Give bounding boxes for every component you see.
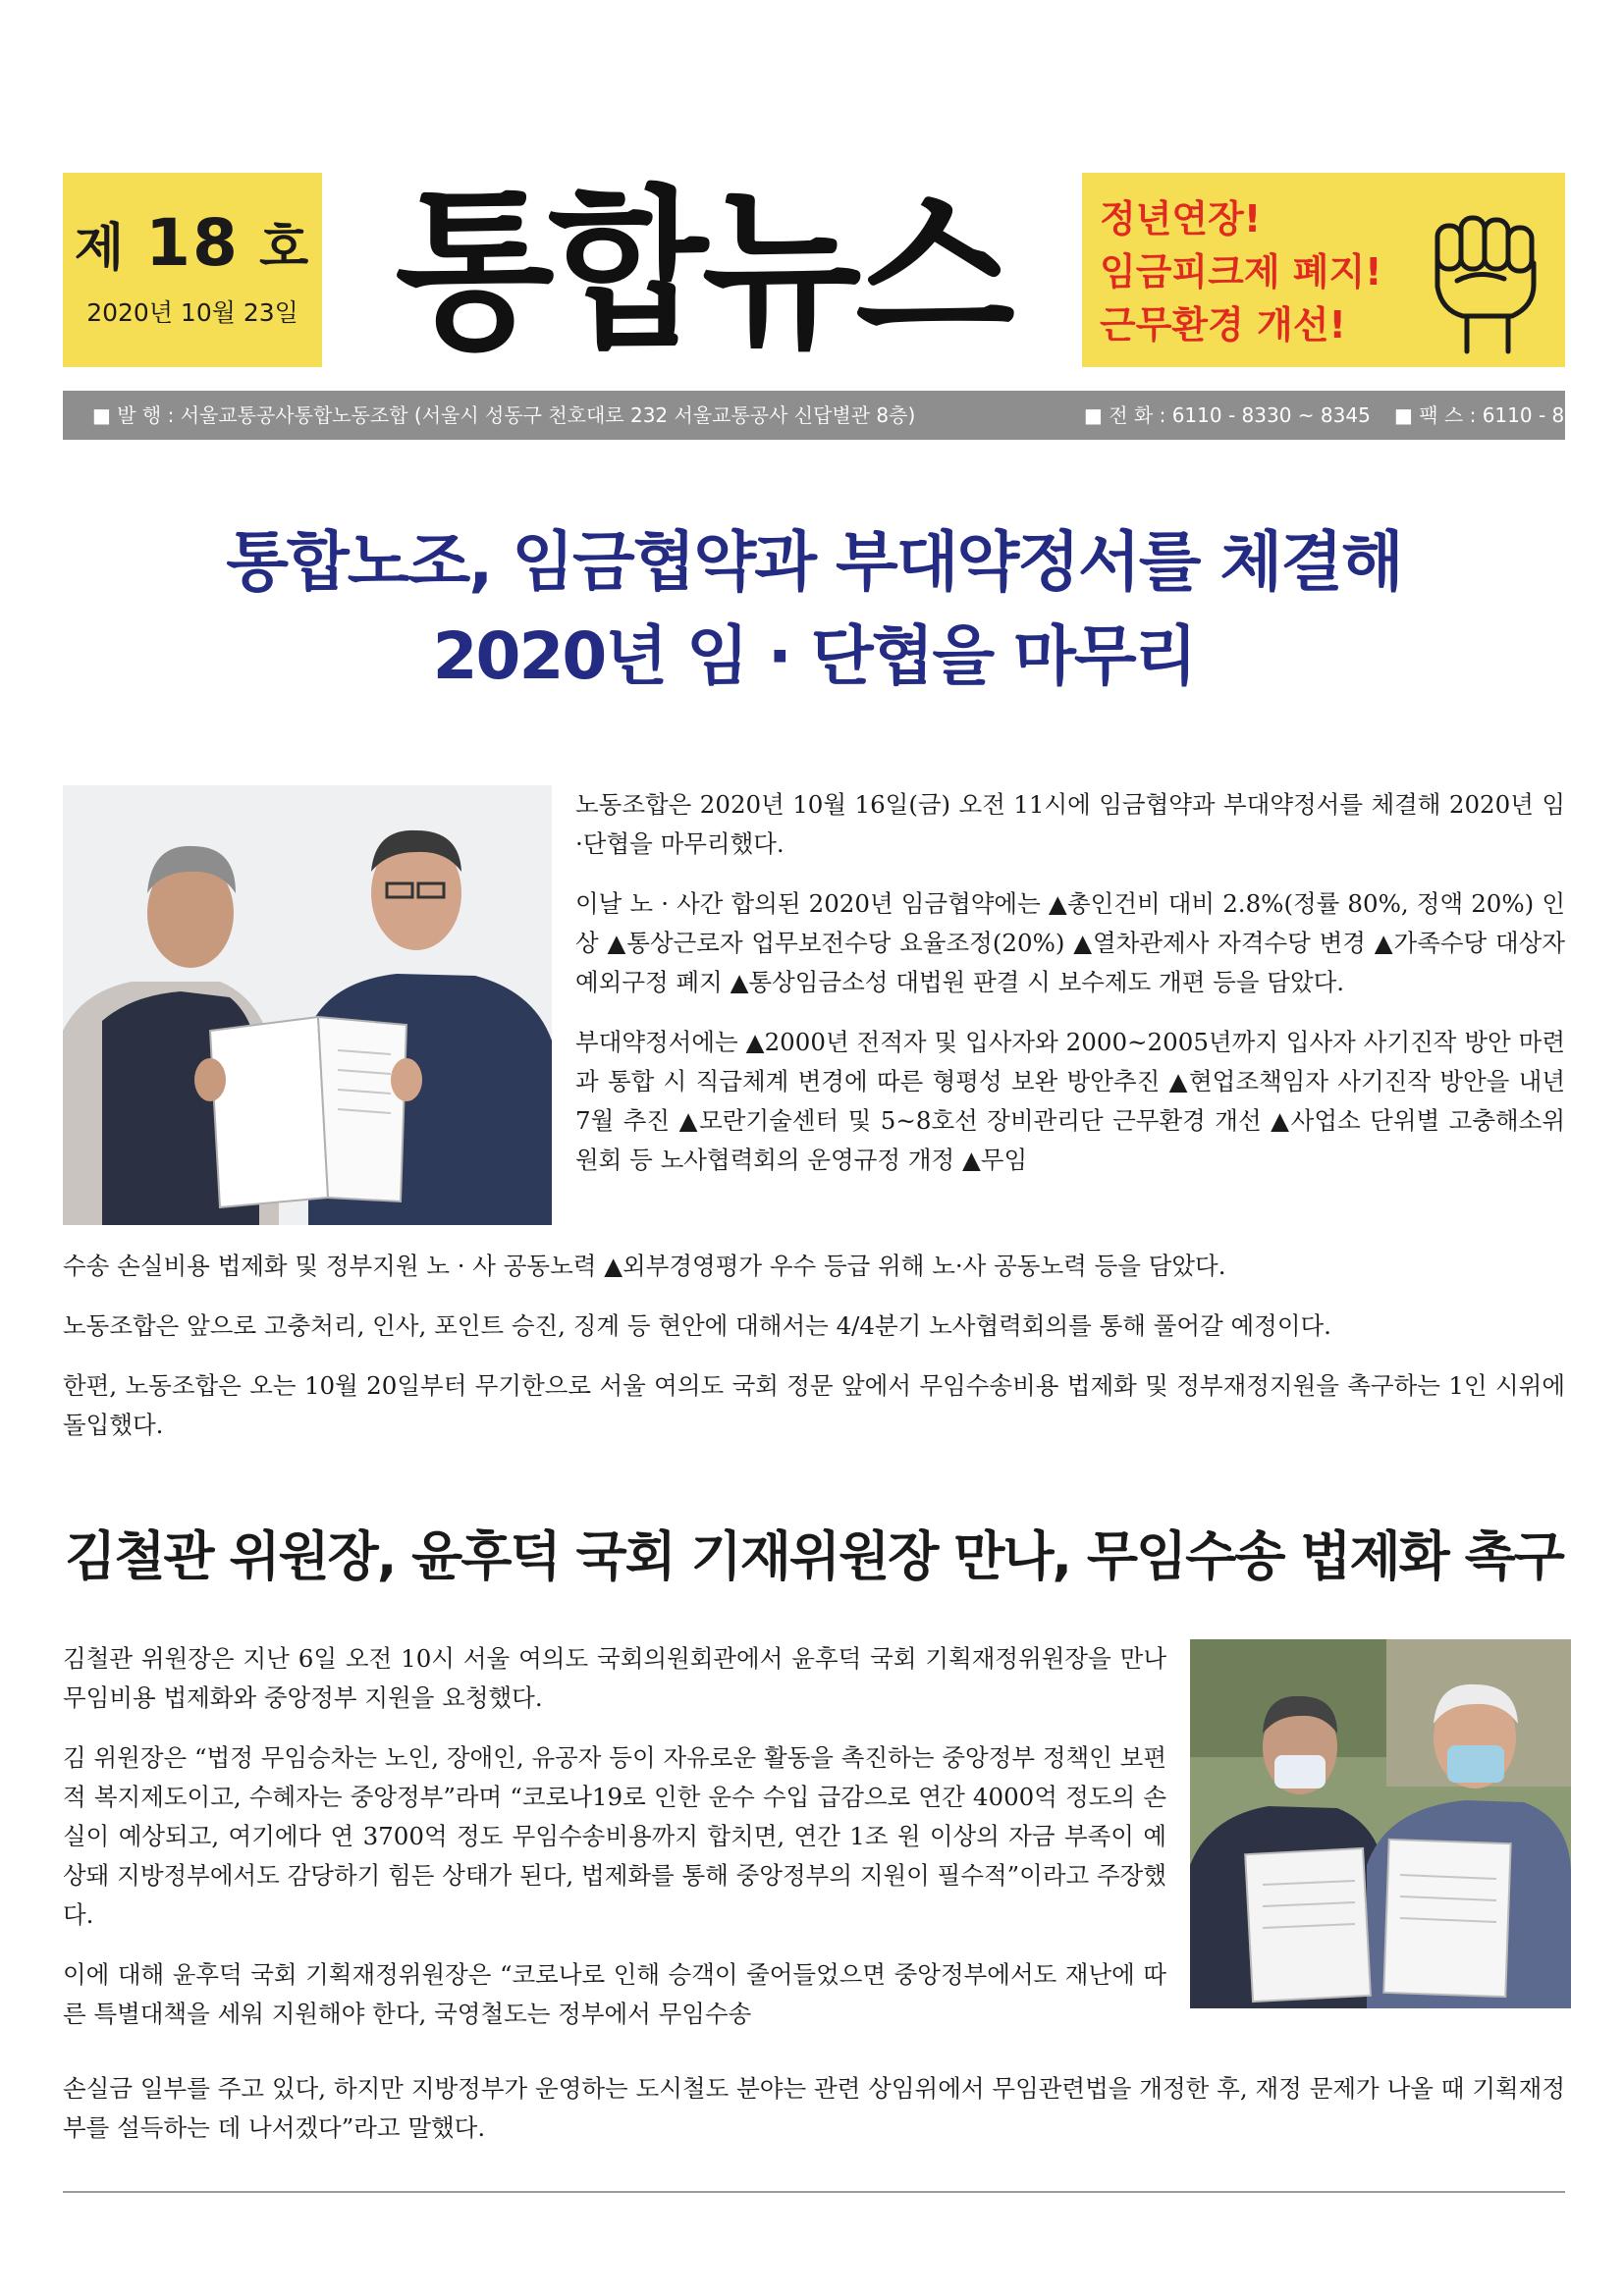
paragraph: 이날 노 · 사간 합의된 2020년 임금협약에는 ▲총인건비 대비 2.8%(정률 80%, 정액 20%) 인상 ▲통상근로자 업무보전수당 요율조정(20%) ▲열차관제사 자격수당 변경 ▲가족수당 대상자 예외구정 폐지 ▲통상임금소성 대법원 판결 시 보수제도 개편 등을 담았다. [575,889,1565,996]
publisher-info: ■ 발 행 : 서울교통공사통합노동조합 (서울시 성동구 천호대로 232 서울교통공사 신답별관 8층) [92,403,916,427]
signing-ceremony-photo [63,785,552,1225]
article2-full-text [63,2069,1565,2168]
paragraph: 노동조합은 2020년 10월 16일(금) 오전 11시에 임금협약과 부대약정서를 체결해 2020년 임·단협을 마무리했다. [575,790,1565,858]
paragraph: 김철관 위원장은 지난 6일 오전 10시 서울 여의도 국회의원회관에서 윤후덕 국회 기획재정위원장을 만나 무임비용 법제화와 중앙정부 지원을 요청했다. [63,1644,1166,1712]
paragraph: 노동조합은 앞으로 고충처리, 인사, 포인트 승진, 징계 등 현안에 대해서는 4/4분기 노사협력회의를 통해 풀어갈 예정이다. [63,1311,1331,1340]
slogan-box [1082,173,1565,367]
slogan-line: 근무환경 개선! [1100,303,1346,347]
meeting-photo [1190,1639,1571,2008]
paragraph: 수송 손실비용 법제화 및 정부지원 노 · 사 공동노력 ▲외부경영평가 우수 등급 위해 노·사 공동노력 등을 담았다. [63,1252,1226,1280]
article1-column-text [575,785,1565,1180]
issue-date: 2020년 10월 23일 [86,298,298,327]
slogan-list [1100,192,1382,351]
slogan-line: 정년연장! [1100,197,1262,240]
slogan-line: 임금피크제 폐지! [1100,250,1382,294]
paragraph: 이에 대해 윤후덕 국회 기획재정위원장은 “코로나로 인해 승객이 줄어들었으면 중앙정부에서도 재난에 따른 특별대책을 세워 지원해야 한다, 국영철도는 정부에서 무임수송 [63,1960,1166,2028]
article2-headline: 김철관 위원장, 윤후덕 국회 기재위원장 만나, 무임수송 법제화 촉구 [65,1525,1563,1587]
article2-column-text [63,1639,1166,2034]
raised-fist-icon [1424,208,1549,355]
fax-info: ■ 팩 스 : 6110 - 8339 [1394,403,1602,427]
article1-headline: 통합노조, 임금협약과 부대약정서를 체결해 2020년 임 · 단협을 마무리 [226,524,1402,694]
paragraph: 김 위원장은 “법정 무임승차는 노인, 장애인, 유공자 등이 자유로운 활동을 촉진하는 중앙정부 정책인 보편적 복지제도이고, 수혜자는 중앙정부”라며 “코로나19로 인한 운수 수입 급감으로 연간 4000억 정도의 손실이 예상되고, 여기에다 연 3700억 정도 무임수송비용까지 합치면, 연간 1조 원 이상의 자금 부족이 예상돼 지방정부에서도 감당하기 힘든 상태가 된다, 법제화를 통해 중앙정부의 지원이 필수적”이라고 주장했다. [63,1743,1166,1929]
issue-number-box [63,173,322,367]
publisher-info-bar [63,391,1602,440]
footer-divider [63,2191,1565,2193]
paragraph: 손실금 일부를 주고 있다, 하지만 지방정부가 운영하는 도시철도 분야는 관련 상임위에서 무임관련법을 개정한 후, 재정 문제가 나올 때 기획재정부를 설득하는 데 나서겠다”라고 말했다. [63,2074,1565,2142]
paragraph: 부대약정서에는 ▲2000년 전적자 및 입사자와 2000~2005년까지 입사자 사기진작 방안 마련과 통합 시 직급체계 변경에 따른 형평성 보완 방안추진 ▲현업조책임자 사기진작 방안을 내년 7월 추진 ▲모란기술센터 및 5~8호선 장비관리단 근무환경 개선 ▲사업소 단위별 고충해소위원회 등 노사협력회의 운영규정 개정 ▲무임 [575,1028,1565,1174]
newspaper-title: 통합뉴스 [395,170,1009,372]
phone-info: ■ 전 화 : 6110 - 8330 ~ 8345 [1084,403,1371,427]
paragraph: 한편, 노동조합은 오는 10월 20일부터 무기한으로 서울 여의도 국회 정문 앞에서 무임수송비용 법제화 및 정부재정지원을 촉구하는 1인 시위에 돌입했다. [63,1371,1565,1439]
issue-number: 제 18 호 [74,205,311,281]
article1-full-text [63,1247,1565,1466]
